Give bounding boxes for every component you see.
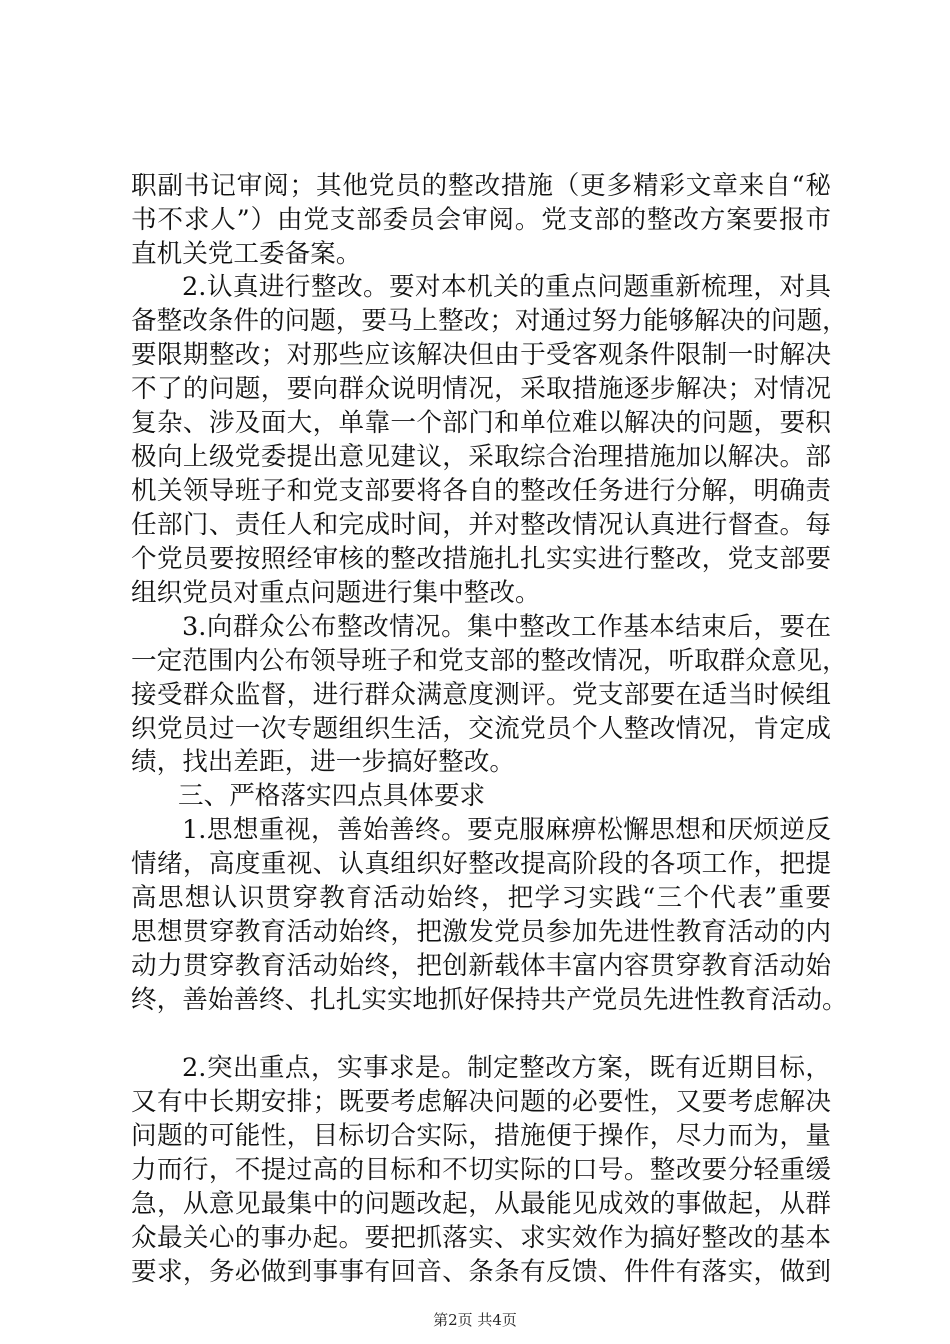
paragraph-first-line: 2.突出重点，实事求是。制定整改方案，既有近期目标， [182, 1053, 831, 1083]
text-line: 要求，务必做到事事有回音、条条有反馈、件件有落实，做到 [131, 1257, 831, 1287]
text-line: 问题的可能性，目标切合实际，措施便于操作，尽力而为，量 [131, 1121, 831, 1151]
text-line: 书不求人”）由党支部委员会审阅。党支部的整改方案要报市 [131, 205, 831, 235]
paragraph-first-line: 1.思想重视，善始善终。要克服麻痹松懈思想和厌烦逆反 [182, 815, 831, 845]
text-line: 组织党员对重点问题进行集中整改。 [131, 578, 541, 608]
paragraph-first-line: 3.向群众公布整改情况。集中整改工作基本结束后，要在 [182, 612, 831, 642]
text-line: 又有中长期安排；既要考虑解决问题的必要性，又要考虑解决 [131, 1087, 831, 1117]
page-footer: 第2页 共4页 [433, 1311, 517, 1329]
text-line: 极向上级党委提出意见建议，采取综合治理措施加以解决。部 [131, 442, 831, 472]
text-line: 复杂、涉及面大，单靠一个部门和单位难以解决的问题，要积 [131, 408, 831, 438]
section-heading: 三、严格落实四点具体要求 [178, 781, 486, 811]
text-line: 备整改条件的问题，要马上整改；对通过努力能够解决的问题， [131, 306, 848, 336]
text-line: 高思想认识贯穿教育活动始终，把学习实践“三个代表”重要 [131, 883, 831, 913]
text-line: 情绪，高度重视、认真组织好整改提高阶段的各项工作，把提 [131, 849, 831, 879]
paragraph-first-line: 2.认真进行整改。要对本机关的重点问题重新梳理，对具 [182, 272, 831, 302]
text-line: 织党员过一次专题组织生活，交流党员个人整改情况，肯定成 [131, 714, 831, 744]
text-line: 接受群众监督，进行群众满意度测评。党支部要在适当时候组 [131, 680, 831, 710]
text-line: 个党员要按照经审核的整改措施扎扎实实进行整改，党支部要 [131, 544, 831, 574]
text-line: 急，从意见最集中的问题改起，从最能见成效的事做起，从群 [131, 1189, 831, 1219]
text-line: 终，善始善终、扎扎实实地抓好保持共产党员先进性教育活动。 [131, 985, 848, 1015]
text-line: 机关领导班子和党支部要将各自的整改任务进行分解，明确责 [131, 476, 831, 506]
text-line: 任部门、责任人和完成时间，并对整改情况认真进行督查。每 [131, 510, 831, 540]
text-line: 职副书记审阅；其他党员的整改措施（更多精彩文章来自“秘 [131, 171, 831, 201]
text-line: 直机关党工委备案。 [131, 239, 362, 269]
text-line: 众最关心的事办起。要把抓落实、求实效作为搞好整改的基本 [131, 1223, 831, 1253]
text-line: 一定范围内公布领导班子和党支部的整改情况，听取群众意见， [131, 646, 848, 676]
text-line: 不了的问题，要向群众说明情况，采取措施逐步解决；对情况 [131, 374, 831, 404]
text-line: 动力贯穿教育活动始终，把创新载体丰富内容贯穿教育活动始 [131, 951, 831, 981]
text-line: 要限期整改；对那些应该解决但由于受客观条件限制一时解决 [131, 340, 831, 370]
text-line: 绩，找出差距，进一步搞好整改。 [131, 747, 515, 777]
text-line: 力而行，不提过高的目标和不切实际的口号。整改要分轻重缓 [131, 1155, 831, 1185]
text-line: 思想贯穿教育活动始终，把激发党员参加先进性教育活动的内 [131, 917, 831, 947]
